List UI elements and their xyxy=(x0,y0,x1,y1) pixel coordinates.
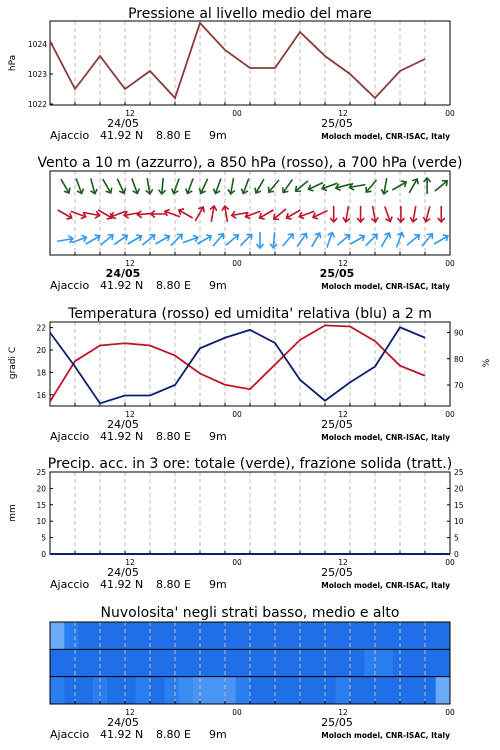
y-tick-label-right: 20 xyxy=(454,484,464,494)
wind-arrow-850-hPa xyxy=(357,206,364,222)
cloud-cell-medio xyxy=(350,649,365,676)
wind-arrow-850-hPa xyxy=(56,207,73,221)
wind-arrow-10-m xyxy=(126,233,143,247)
hour-label: 12 xyxy=(125,109,135,118)
cloud-cell-alto xyxy=(321,622,336,649)
date-label: 25/05 xyxy=(321,418,353,431)
cloud-cell-alto xyxy=(207,622,222,649)
wind-arrow-700-hPa xyxy=(280,177,295,194)
wind-arrow-700-hPa xyxy=(307,179,324,192)
cloud-cell-medio xyxy=(321,649,336,676)
cloud-cell-basso xyxy=(264,677,279,704)
hour-label: 00 xyxy=(232,410,242,419)
wind-arrow-850-hPa xyxy=(410,206,420,223)
date-label: 25/05 xyxy=(319,267,355,280)
wind-arrow-850-hPa xyxy=(208,206,218,223)
cloud-cell-alto xyxy=(407,622,422,649)
location-elev: 9m xyxy=(209,279,227,292)
wind-arrow-700-hPa xyxy=(321,180,338,192)
wind-arrow-10-m xyxy=(335,232,352,248)
cloud-cell-alto xyxy=(279,622,294,649)
temp-title: Temperatura (rosso) ed umidita' relativa (blu) a 2 m xyxy=(68,306,432,322)
temp-panel xyxy=(0,300,500,450)
wind-arrow-10-m xyxy=(294,231,309,248)
wind-arrow-850-hPa xyxy=(369,206,379,223)
wind-arrow-700-hPa xyxy=(391,179,408,193)
cloud-cell-basso xyxy=(50,677,65,704)
wind-arrow-850-hPa xyxy=(342,206,352,223)
cloud-cell-basso xyxy=(79,677,94,704)
model-credit: Moloch model, CNR-ISAC, Italy xyxy=(321,132,450,141)
location-lon: 8.80 E xyxy=(156,430,191,443)
cloud-cell-basso xyxy=(164,677,179,704)
wind-arrow-850-hPa xyxy=(330,206,337,222)
cloud-cell-basso xyxy=(150,677,165,704)
wind-arrow-10-m xyxy=(196,233,213,247)
y-tick-label-right: 25 xyxy=(454,468,464,477)
humidity-line xyxy=(50,327,425,403)
wind-arrow-10-m xyxy=(182,234,199,246)
cloud-cell-medio xyxy=(50,649,65,676)
cloud-cell-alto xyxy=(150,622,165,649)
wind-arrow-10-m xyxy=(405,232,422,248)
hour-label: 12 xyxy=(338,708,348,717)
hour-label: 00 xyxy=(445,708,455,717)
wind-arrow-10-m xyxy=(432,233,449,247)
wind-arrow-850-hPa xyxy=(381,205,393,222)
location-name: Ajaccio xyxy=(50,279,90,292)
cloud-cell-basso xyxy=(436,677,451,704)
cloud-cell-alto xyxy=(136,622,151,649)
date-label: 24/05 xyxy=(107,566,139,579)
wind-arrow-850-hPa xyxy=(192,205,206,222)
date-label: 24/05 xyxy=(107,117,139,130)
cloud-cell-basso xyxy=(279,677,294,704)
y-tick-label: 1022 xyxy=(27,100,47,109)
cloud-cell-alto xyxy=(264,622,279,649)
cloud-cell-medio xyxy=(364,649,379,676)
cloud-cell-medio xyxy=(179,649,194,676)
model-credit: Moloch model, CNR-ISAC, Italy xyxy=(321,731,450,740)
y-tick-label-left: 20 xyxy=(36,346,46,355)
cloud-cell-alto xyxy=(221,622,236,649)
wind-arrow-10-m xyxy=(56,235,73,245)
hour-label: 12 xyxy=(125,259,135,268)
wind-arrow-700-hPa xyxy=(364,178,380,195)
cloud-cell-alto xyxy=(64,622,79,649)
wind-arrow-10-m xyxy=(256,232,263,248)
wind-arrow-700-hPa xyxy=(158,178,166,195)
hour-label: 00 xyxy=(445,259,455,268)
hour-label: 12 xyxy=(338,558,348,567)
location-lat: 41.92 N xyxy=(100,279,144,292)
cloud-cell-basso xyxy=(321,677,336,704)
location-lat: 41.92 N xyxy=(100,578,144,591)
y-axis-label: hPa xyxy=(8,54,18,72)
wind-arrow-700-hPa xyxy=(349,181,366,191)
wind-arrow-10-m xyxy=(363,232,379,248)
hour-label: 12 xyxy=(338,259,348,268)
wind-arrow-10-m xyxy=(112,233,129,248)
cloud-cell-alto xyxy=(236,622,251,649)
wind-arrow-700-hPa xyxy=(100,177,114,194)
cloud-cell-basso xyxy=(207,677,222,704)
y-tick-label-right: 80 xyxy=(454,354,464,364)
cloud-cell-medio xyxy=(207,649,222,676)
pressure-chart xyxy=(0,0,500,150)
cloud-cell-basso xyxy=(179,677,194,704)
cloud-cell-basso xyxy=(107,677,122,704)
cloud-cell-basso xyxy=(407,677,422,704)
precip-title: Precip. acc. in 3 ore: totale (verde), frazione solida (tratt.) xyxy=(47,456,453,472)
cloud-cell-basso xyxy=(121,677,136,704)
y-tick-label-right: 0 xyxy=(454,550,459,559)
wind-arrow-850-hPa xyxy=(422,205,433,222)
wind-arrow-10-m xyxy=(70,234,87,246)
wind-arrow-10-m xyxy=(349,233,366,247)
cloud-cell-basso xyxy=(236,677,251,704)
cloud-cell-medio xyxy=(421,649,436,676)
date-label: 24/05 xyxy=(107,716,139,729)
wind-panel xyxy=(0,150,500,300)
y-tick-label-right: 15 xyxy=(454,500,464,510)
cloud-cell-alto xyxy=(307,622,322,649)
y-axis-label: mm xyxy=(8,504,18,522)
wind-arrow-10-m xyxy=(168,232,184,248)
hour-label: 00 xyxy=(445,109,455,118)
wind-arrow-10-m xyxy=(210,232,226,249)
wind-arrow-700-hPa xyxy=(253,177,267,194)
location-elev: 9m xyxy=(209,578,227,591)
hour-label: 12 xyxy=(125,410,135,419)
hour-label: 00 xyxy=(232,259,242,268)
cloud-cell-alto xyxy=(121,622,136,649)
cloud-cell-basso xyxy=(350,677,365,704)
y-tick-label-left: 15 xyxy=(36,500,46,510)
location-elev: 9m xyxy=(209,129,227,142)
y-axis-label-left: gradi C xyxy=(8,346,18,380)
y-axis-label-right: % xyxy=(482,358,492,368)
temperature-line xyxy=(50,325,425,401)
cloud-cell-alto xyxy=(79,622,94,649)
y-tick-label-left: 20 xyxy=(36,484,46,494)
wind-arrow-700-hPa xyxy=(58,177,72,194)
date-label: 25/05 xyxy=(321,716,353,729)
wind-arrow-10-m xyxy=(309,231,323,248)
hour-label: 00 xyxy=(445,558,455,567)
cloud-cell-medio xyxy=(107,649,122,676)
cloud-cell-medio xyxy=(250,649,265,676)
hour-label: 00 xyxy=(232,109,242,118)
wind-arrow-10-m xyxy=(224,232,241,248)
location-elev: 9m xyxy=(209,728,227,741)
wind-arrow-700-hPa xyxy=(266,178,282,195)
cloud-cell-basso xyxy=(364,677,379,704)
wind-arrow-700-hPa xyxy=(293,178,310,194)
cloud-cell-medio xyxy=(264,649,279,676)
cloud-cell-alto xyxy=(250,622,265,649)
cloud-cell-medio xyxy=(136,649,151,676)
y-tick-label-right: 70 xyxy=(454,381,464,390)
cloud-cell-basso xyxy=(379,677,394,704)
wind-arrow-700-hPa xyxy=(129,177,141,194)
wind-arrow-10-m xyxy=(154,233,171,247)
hour-label: 00 xyxy=(445,410,455,419)
cloud-chart xyxy=(0,600,500,750)
date-label: 24/05 xyxy=(107,418,139,431)
hour-label: 00 xyxy=(232,558,242,567)
location-name: Ajaccio xyxy=(50,430,90,443)
model-credit: Moloch model, CNR-ISAC, Italy xyxy=(321,581,450,590)
y-tick-label-left: 5 xyxy=(41,533,46,543)
wind-title: Vento a 10 m (azzurro), a 850 hPa (rosso), a 700 hPa (verde) xyxy=(37,155,463,171)
wind-arrow-700-hPa xyxy=(212,177,224,194)
location-elev: 9m xyxy=(209,430,227,443)
hour-label: 12 xyxy=(125,558,135,567)
wind-arrow-10-m xyxy=(98,232,115,248)
plot-frame xyxy=(50,472,450,554)
cloud-cell-alto xyxy=(436,622,451,649)
wind-arrow-850-hPa xyxy=(298,208,315,220)
cloud-cell-basso xyxy=(136,677,151,704)
hour-label: 12 xyxy=(338,410,348,419)
precip-chart xyxy=(0,450,500,600)
pressure-line xyxy=(50,23,425,98)
cloud-cell-alto xyxy=(379,622,394,649)
cloud-cell-medio xyxy=(379,649,394,676)
wind-arrow-700-hPa xyxy=(433,178,450,194)
wind-arrow-700-hPa xyxy=(170,177,182,194)
date-label: 25/05 xyxy=(321,117,353,130)
cloud-panel xyxy=(0,600,500,750)
pressure-title: Pressione al livello medio del mare xyxy=(128,6,372,22)
wind-arrow-700-hPa xyxy=(87,177,98,194)
cloud-cell-basso xyxy=(307,677,322,704)
y-tick-label-right: 10 xyxy=(454,517,464,527)
model-credit: Moloch model, CNR-ISAC, Italy xyxy=(321,433,450,442)
wind-arrow-850-hPa xyxy=(438,206,445,222)
cloud-title: Nuvolosita' negli strati basso, medio e alto xyxy=(100,605,400,621)
cloud-cell-basso xyxy=(250,677,265,704)
cloud-cell-medio xyxy=(221,649,236,676)
y-tick-label-left: 0 xyxy=(41,550,46,559)
temp-chart xyxy=(0,300,500,450)
date-label: 24/05 xyxy=(105,267,141,280)
wind-arrow-700-hPa xyxy=(380,178,390,195)
location-lat: 41.92 N xyxy=(100,728,144,741)
location-lon: 8.80 E xyxy=(156,279,191,292)
cloud-cell-basso xyxy=(421,677,436,704)
wind-arrow-10-m xyxy=(419,232,435,249)
pressure-panel xyxy=(0,0,500,150)
y-tick-label-left: 10 xyxy=(36,517,46,527)
y-tick-label-left: 18 xyxy=(36,368,46,378)
cloud-cell-medio xyxy=(121,649,136,676)
cloud-cell-basso xyxy=(336,677,351,704)
wind-arrow-10-m xyxy=(324,231,336,248)
wind-chart xyxy=(0,150,500,300)
wind-arrow-850-hPa xyxy=(221,206,231,223)
y-tick-label-left: 16 xyxy=(36,390,46,400)
cloud-cell-alto xyxy=(364,622,379,649)
cloud-cell-medio xyxy=(407,649,422,676)
cloud-cell-alto xyxy=(179,622,194,649)
y-tick-label: 1024 xyxy=(27,40,47,49)
location-lon: 8.80 E xyxy=(156,578,191,591)
y-tick-label-right: 5 xyxy=(454,533,459,543)
cloud-cell-basso xyxy=(221,677,236,704)
date-label: 25/05 xyxy=(321,566,353,579)
y-tick-label-right: 90 xyxy=(454,328,464,338)
cloud-cell-alto xyxy=(421,622,436,649)
wind-arrow-10-m xyxy=(140,232,157,248)
wind-arrow-10-m xyxy=(238,232,254,248)
location-lat: 41.92 N xyxy=(100,430,144,443)
hour-label: 12 xyxy=(338,109,348,118)
location-name: Ajaccio xyxy=(50,728,90,741)
wind-arrow-10-m xyxy=(270,232,278,249)
model-credit: Moloch model, CNR-ISAC, Italy xyxy=(321,282,450,291)
wind-arrow-10-m xyxy=(280,232,296,249)
location-lon: 8.80 E xyxy=(156,728,191,741)
wind-arrow-850-hPa xyxy=(312,207,329,220)
wind-arrow-10-m xyxy=(84,233,101,247)
hour-label: 12 xyxy=(125,708,135,717)
location-lon: 8.80 E xyxy=(156,129,191,142)
hour-label: 00 xyxy=(232,708,242,717)
wind-arrow-10-m xyxy=(393,231,405,248)
cloud-cell-alto xyxy=(336,622,351,649)
cloud-cell-basso xyxy=(64,677,79,704)
cloud-cell-medio xyxy=(79,649,94,676)
y-tick-label-left: 22 xyxy=(36,323,46,333)
y-tick-label: 1023 xyxy=(27,70,47,79)
wind-arrow-700-hPa xyxy=(406,177,420,194)
y-tick-label-left: 25 xyxy=(36,468,46,477)
cloud-cell-alto xyxy=(107,622,122,649)
wind-arrow-850-hPa xyxy=(272,206,289,222)
wind-arrow-700-hPa xyxy=(184,177,196,194)
wind-arrow-700-hPa xyxy=(227,178,237,195)
cloud-cell-medio xyxy=(236,649,251,676)
cloud-cell-alto xyxy=(164,622,179,649)
wind-arrow-850-hPa xyxy=(258,207,275,221)
wind-arrow-850-hPa xyxy=(285,207,302,221)
cloud-cell-alto xyxy=(50,622,65,649)
wind-arrow-850-hPa xyxy=(177,207,194,221)
cloud-cell-medio xyxy=(307,649,322,676)
cloud-cell-medio xyxy=(64,649,79,676)
precip-panel xyxy=(0,450,500,600)
cloud-cell-medio xyxy=(279,649,294,676)
wind-arrow-10-m xyxy=(378,231,392,248)
cloud-cell-alto xyxy=(350,622,365,649)
location-lat: 41.92 N xyxy=(100,129,144,142)
location-name: Ajaccio xyxy=(50,129,90,142)
cloud-cell-medio xyxy=(436,649,451,676)
cloud-cell-medio xyxy=(336,649,351,676)
wind-arrow-700-hPa xyxy=(144,178,154,195)
cloud-cell-medio xyxy=(164,649,179,676)
wind-arrow-850-hPa xyxy=(397,206,404,222)
cloud-cell-medio xyxy=(150,649,165,676)
location-name: Ajaccio xyxy=(50,578,90,591)
